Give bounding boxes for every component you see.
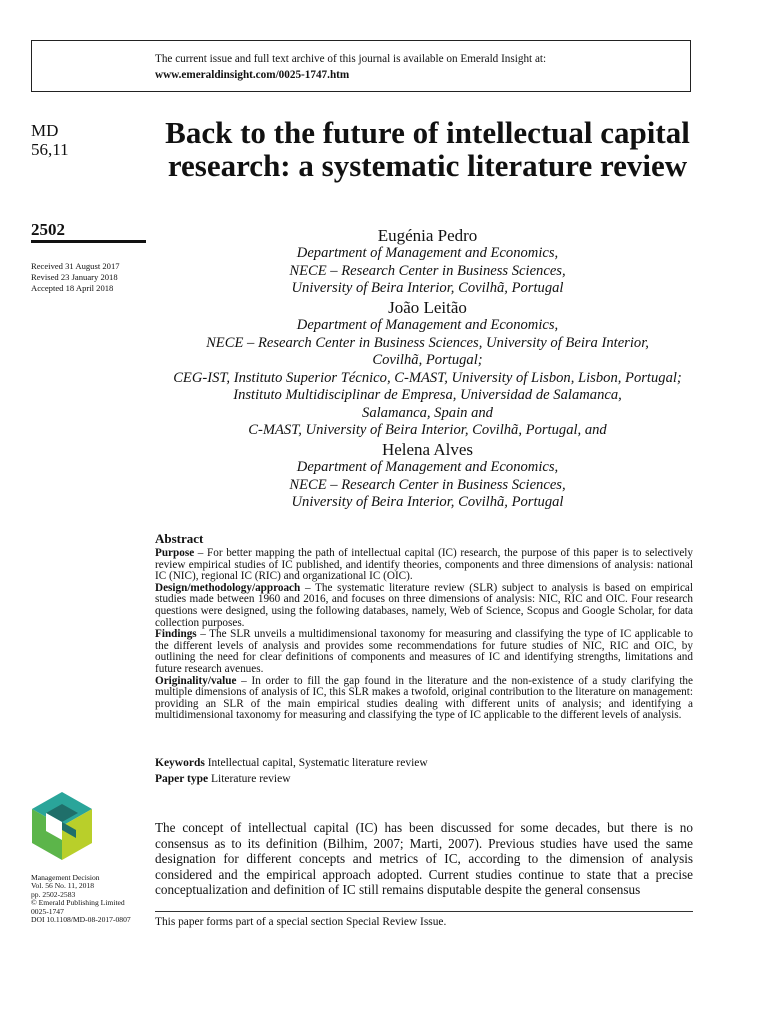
paper-type-label: Paper type [155, 773, 209, 785]
keywords [155, 757, 428, 770]
volume-info: Vol. 56 No. 11, 2018 [31, 881, 95, 891]
intro-paragraph: The concept of intellectual capital (IC) has been discussed for some decades, but there is no consensus as to its definition (Bilhim, 2007; Marti, 2007). Previous studies have used the same designation for different concepts and metrics of IC, according to the dimension of analysis considered and the empirical approach adopted. Current studies continue to state that a precise conceptualization and definition of IC still remains disputable despite the general consensus [155, 820, 693, 897]
author-name: Helena Alves [381, 440, 474, 459]
page-range: pp. 2502-2583 [31, 889, 76, 899]
header-url-link[interactable]: www.emeraldinsight.com/0025-1747.htm [155, 69, 350, 81]
journal-access-box [31, 40, 691, 92]
author-affiliation [120, 245, 735, 298]
affiliation-line: Instituto Multidisciplinar de Empresa, Universidad de Salamanca, [233, 387, 622, 403]
keywords-label: Keywords [155, 757, 205, 769]
abstract-heading: Abstract [155, 531, 204, 546]
abstract-design [155, 583, 693, 629]
abstract-section-text: – In order to fill the gap found in the literature and the non-existence of a study clarifying the multiple dimensions of analysis of IC, this SLR makes a twofold, original contribution to the literature on management: providing an SLR of the main empirical studies dealing with different units of analysis; and identifying a multidimensional taxonomy for measuring and classifying the type of IC applicable to the different levels of analysis. [155, 674, 693, 722]
affiliation-line: NECE – Research Center in Business Sciences, [289, 476, 566, 493]
affiliation-line: Department of Management and Economics, [296, 459, 559, 475]
article-history [31, 261, 120, 294]
author-affiliation [120, 459, 735, 512]
journal-volume-issue: 56,11 [31, 140, 69, 159]
revised-date: Revised 23 January 2018 [31, 272, 118, 282]
page-number-rule [31, 240, 146, 243]
abstract-section-text: – The SLR unveils a multidimensional taxonomy for measuring and classifying the type of IC applicable to the different levels of analysis and provides some recommendations for future studies of NIC, RIC and OIC, by outlining the need for clear definitions of components and measures of IC and identifying strengths, limitations and future research avenues. [155, 628, 693, 675]
affiliation-line: Salamanca, Spain and [362, 404, 493, 421]
journal-name: Management Decision [31, 873, 100, 882]
affiliation-line: Department of Management and Economics, [296, 245, 559, 261]
paper-type-text: Literature review [208, 773, 291, 785]
article-title: Back to the future of intellectual capital research: a systematic literature review [165, 115, 690, 183]
affiliation-line: Covilhã, Portugal; [372, 352, 483, 368]
abstract-section-label: Originality/value [155, 674, 237, 687]
affiliation-line: Department of Management and Economics, [296, 317, 559, 333]
paper-type [155, 773, 291, 786]
abstract-purpose [155, 548, 693, 583]
abstract-section-label: Findings [155, 628, 197, 641]
doi: DOI 10.1108/MD-08-2017-0807 [31, 915, 131, 925]
publication-info [31, 874, 131, 924]
affiliation-line: University of Beira Interior, Covilhã, Portugal [291, 280, 564, 296]
author-name: Eugénia Pedro [377, 226, 478, 245]
copyright: © Emerald Publishing Limited [31, 898, 125, 908]
page-number: 2502 [31, 220, 65, 239]
footnote-divider [155, 911, 693, 912]
affiliation-line: NECE – Research Center in Business Sciences, University of Beira Interior, [206, 334, 649, 351]
abstract-section-text: – The systematic literature review (SLR) subject to analysis is based on empirical studies made between 1960 and 2016, and focuses on three dimensions of analysis: NIC, RIC and OIC. Four research questions were designed, using the following databases, namely, Web of Science, Scopus and Google Scholar, for data collection purposes. [155, 581, 693, 629]
author-affiliation [120, 317, 735, 440]
journal-abbr-code: MD [31, 121, 59, 140]
author-name: João Leitão [388, 298, 467, 317]
affiliation-line: NECE – Research Center in Business Sciences, [289, 262, 566, 279]
abstract-body [155, 548, 693, 722]
issn: 0025-1747 [31, 906, 64, 916]
footnote: This paper forms part of a special section Special Review Issue. [155, 916, 447, 928]
abstract-section-label: Design/methodology/approach [155, 581, 301, 594]
abstract-section-label: Purpose [155, 547, 195, 559]
abstract-section-text: – For better mapping the path of intellectual capital (IC) research, the purpose of this paper is to selectively review empirical studies of IC published, and identify theories, components and three dimensions of analysis: national IC (NIC), regional IC (RIC) and organizational IC (OIC). [155, 547, 693, 583]
journal-abbreviation [31, 121, 69, 159]
affiliation-line: C-MAST, University of Beira Interior, Covilhã, Portugal, and [248, 422, 607, 438]
affiliation-line: University of Beira Interior, Covilhã, Portugal [291, 494, 564, 510]
abstract-originality [155, 676, 693, 722]
keywords-text: Intellectual capital, Systematic literature review [204, 757, 428, 769]
accepted-date: Accepted 18 April 2018 [31, 283, 114, 293]
affiliation-line: CEG-IST, Instituto Superior Técnico, C-MAST, University of Lisbon, Lisbon, Portugal; [173, 369, 682, 386]
received-date: Received 31 August 2017 [31, 261, 120, 271]
abstract-findings [155, 629, 693, 675]
emerald-logo-icon [30, 790, 94, 862]
header-availability-text: The current issue and full text archive of this journal is available on Emerald Insight at: [155, 53, 547, 65]
